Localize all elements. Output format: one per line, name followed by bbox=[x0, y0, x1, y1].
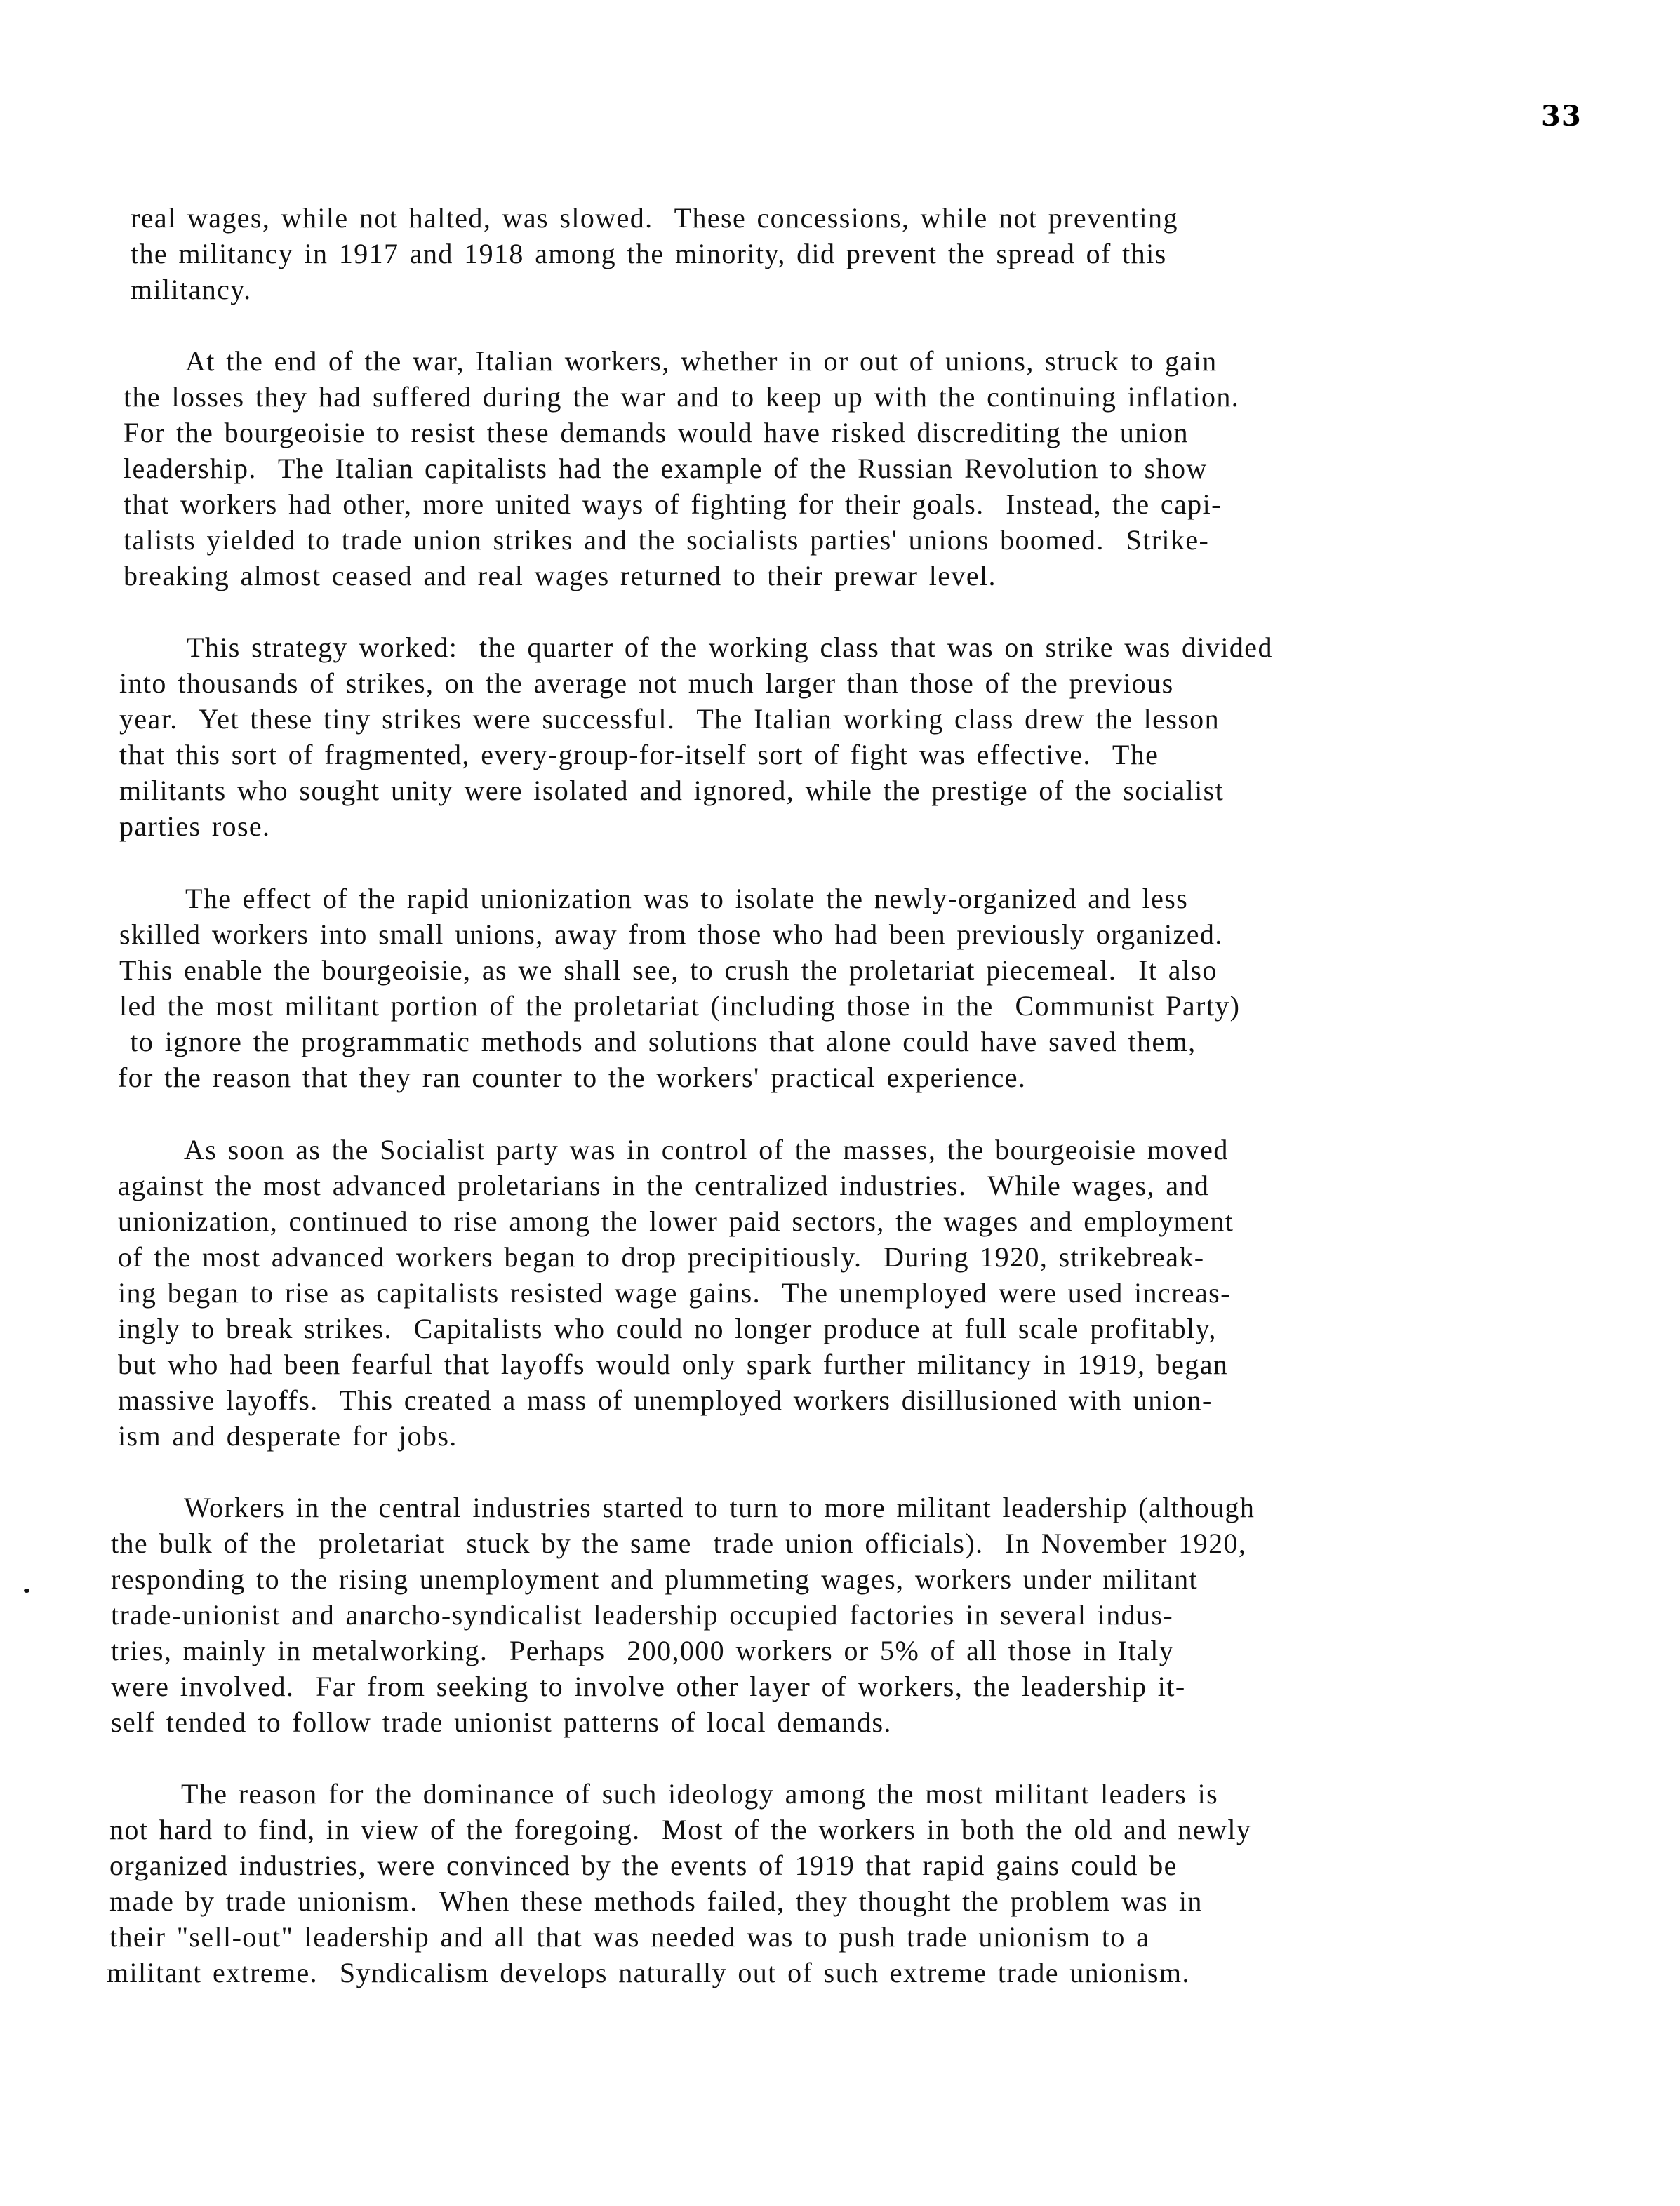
text-line: the militancy in 1917 and 1918 among the minority, did prevent the spread of this bbox=[131, 238, 1167, 269]
text-line: The effect of the rapid unionization was to isolate the newly-organized and less bbox=[185, 883, 1189, 914]
text-line: unionization, continued to rise among the lower paid sectors, the wages and employment bbox=[118, 1205, 1234, 1237]
text-line: year. Yet these tiny strikes were successful. The Italian working class drew the lesson bbox=[119, 703, 1220, 735]
text-line: but who had been fearful that layoffs would only spark further militancy in 1919, began bbox=[118, 1349, 1229, 1380]
text-line: skilled workers into small unions, away from those who had been previously organized. bbox=[119, 918, 1223, 950]
text-line: massive layoffs. This created a mass of unemployed workers disillusioned with union- bbox=[118, 1384, 1213, 1416]
text-line: Workers in the central industries started to turn to more militant leadership (although bbox=[184, 1492, 1255, 1523]
text-line: breaking almost ceased and real wages returned to their prewar level. bbox=[124, 560, 996, 591]
text-line: tries, mainly in metalworking. Perhaps 200,000 workers or 5% of all those in Italy bbox=[111, 1635, 1175, 1666]
text-line: parties rose. bbox=[119, 810, 271, 842]
text-line: responding to the rising unemployment and plummeting wages, workers under militant bbox=[111, 1563, 1198, 1595]
text-line: were involved. Far from seeking to involve other layer of workers, the leadership it- bbox=[111, 1671, 1186, 1702]
text-line: ingly to break strikes. Capitalists who could no longer produce at full scale profitably, bbox=[118, 1313, 1217, 1344]
text-line: militant extreme. Syndicalism develops naturally out of such extreme trade unionism. bbox=[107, 1957, 1190, 1988]
text-line: real wages, while not halted, was slowed. These concessions, while not preventing bbox=[131, 202, 1178, 234]
text-line: their "sell-out" leadership and all that was needed was to push trade unionism to a bbox=[109, 1921, 1150, 1953]
text-line: This strategy worked: the quarter of the working class that was on strike was divided bbox=[187, 631, 1273, 663]
text-line: For the bourgeoisie to resist these demands would have risked discrediting the union bbox=[124, 417, 1189, 448]
text-line: At the end of the war, Italian workers, whether in or out of unions, struck to gain bbox=[185, 345, 1218, 377]
page-number: 33 bbox=[1541, 100, 1582, 133]
scan-artifact-dot bbox=[24, 1589, 29, 1593]
text-line: the losses they had suffered during the war and to keep up with the continuing inflation. bbox=[124, 381, 1240, 413]
text-line: that this sort of fragmented, every-group-for-itself sort of fight was effective. The bbox=[119, 739, 1159, 770]
text-line: made by trade unionism. When these methods failed, they thought the problem was in bbox=[109, 1885, 1203, 1917]
text-line: not hard to find, in view of the foregoing. Most of the workers in both the old and newly bbox=[109, 1814, 1252, 1845]
text-line: for the reason that they ran counter to the workers' practical experience. bbox=[118, 1062, 1027, 1093]
text-line: self tended to follow trade unionist patterns of local demands. bbox=[111, 1706, 892, 1738]
text-line: As soon as the Socialist party was in control of the masses, the bourgeoisie moved bbox=[184, 1134, 1229, 1165]
text-line: to ignore the programmatic methods and solutions that alone could have saved them, bbox=[119, 1026, 1196, 1057]
text-line: talists yielded to trade union strikes and the socialists parties' unions boomed. Strike- bbox=[124, 524, 1210, 556]
text-line: the bulk of the proletariat stuck by the same trade union officials). In November 1920, bbox=[111, 1528, 1247, 1559]
text-line: ism and desperate for jobs. bbox=[118, 1420, 458, 1452]
text-line: militancy. bbox=[131, 274, 252, 305]
text-line: The reason for the dominance of such ideology among the most militant leaders is bbox=[181, 1778, 1219, 1810]
text-line: ing began to rise as capitalists resisted wage gains. The unemployed were used increas- bbox=[118, 1277, 1231, 1309]
text-line: that workers had other, more united ways of fighting for their goals. Instead, the capi- bbox=[124, 488, 1222, 520]
text-line: leadership. The Italian capitalists had the example of the Russian Revolution to show bbox=[124, 453, 1208, 484]
text-line: led the most militant portion of the proletariat (including those in the Communist Party) bbox=[119, 990, 1241, 1022]
text-line: organized industries, were convinced by the events of 1919 that rapid gains could be bbox=[109, 1850, 1178, 1881]
text-line: militants who sought unity were isolated and ignored, while the prestige of the socialist bbox=[119, 775, 1225, 806]
text-line: This enable the bourgeoisie, as we shall see, to crush the proletariat piecemeal. It also bbox=[119, 954, 1218, 986]
text-line: against the most advanced proletarians in the centralized industries. While wages, and bbox=[118, 1170, 1210, 1201]
text-line: of the most advanced workers began to drop precipitiously. During 1920, strikebreak- bbox=[118, 1241, 1205, 1273]
text-line: trade-unionist and anarcho-syndicalist leadership occupied factories in several indus- bbox=[111, 1599, 1174, 1631]
text-line: into thousands of strikes, on the average not much larger than those of the previous bbox=[119, 667, 1174, 699]
